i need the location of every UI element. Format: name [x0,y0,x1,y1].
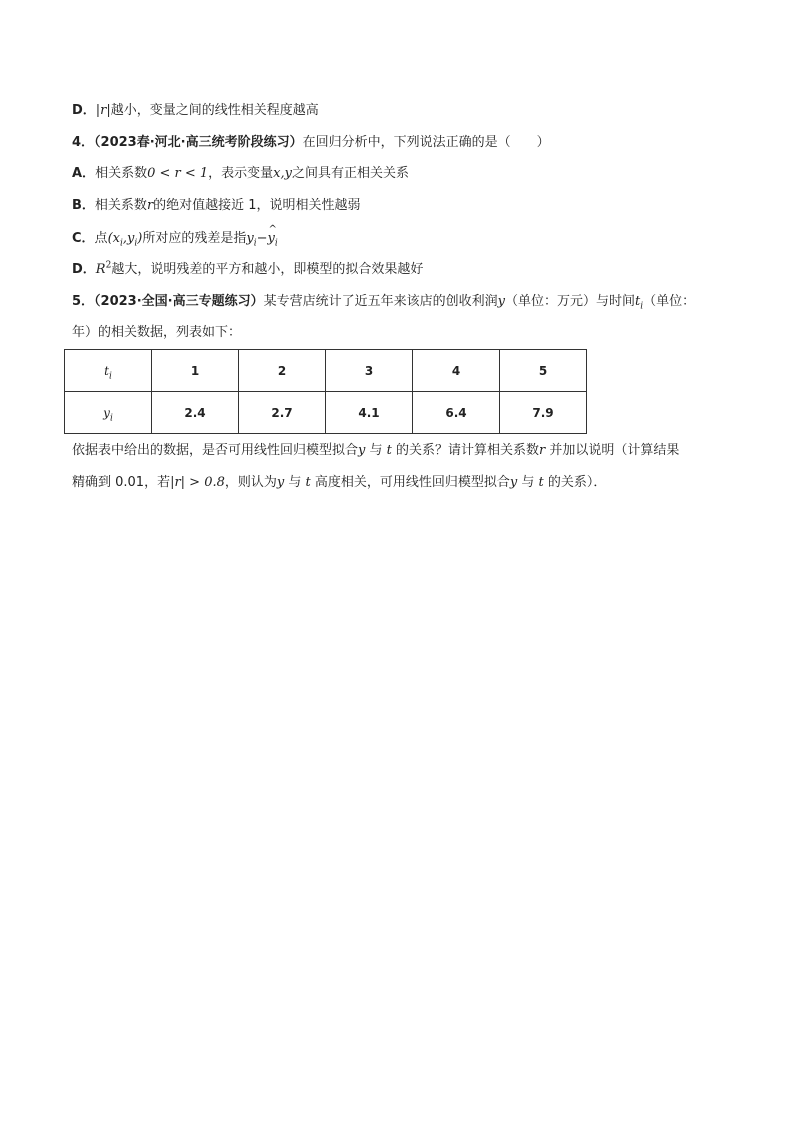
math-t: t [538,475,544,490]
option-text: 相关系数 [95,166,148,181]
option-label: D． [72,103,96,118]
table-row [65,350,587,392]
math-y: y [358,443,366,458]
math-residual [246,231,278,249]
q5-stem-line2 [72,323,241,343]
question-source: （2023·全国·高三专题练习） [94,294,264,309]
option-text: 越大，说明残差的平方和越小，即模型的拟合效果越好 [111,262,424,277]
table-cell: 3 [326,350,413,392]
question-stem: 在回归分析中，下列说法正确的是（ ） [302,135,550,150]
question-text: （单位：万元）与时间 [504,294,635,309]
math-point [107,231,143,249]
question-text: 与 [365,443,387,458]
question-text: 某专营店统计了近五年来该店的创收利润 [263,294,498,309]
math-y: y [509,475,518,490]
option-text: 的绝对值越接近 1，说明相关性越弱 [153,198,361,213]
math-sub: i [108,370,112,381]
option-label: D． [72,262,96,277]
math-vars: x,y [273,166,292,181]
option-text: 越小，变量之间的线性相关程度越高 [110,103,319,118]
question-text: 的关系？请计算相关系数 [391,443,540,458]
q4-stem [72,133,550,153]
option-text: 之间具有正相关关系 [291,166,409,181]
table-cell: 4.1 [326,392,413,434]
math-t: t [104,363,109,378]
math-t: t [305,475,311,490]
math-text: (x [107,231,120,246]
math-text: − [256,231,268,246]
question-text: 并加以说明（计算结果 [545,443,680,458]
math-text: ) [137,231,143,246]
question-text: 与 [517,475,539,490]
option-text: 点 [94,231,108,246]
math-R: R [95,262,106,277]
math-sub: i [274,238,278,249]
math-t: t [386,443,392,458]
math-t: t [635,294,641,309]
math-text: y [246,231,254,246]
q5-after-line1 [72,441,679,461]
option-text: 所对应的残差是指 [142,231,247,246]
math-text: ,y [122,231,135,246]
question-number: 4． [72,135,95,150]
q4-option-a [72,164,409,184]
math-sub: i [253,238,257,249]
option-label: B． [72,198,95,213]
table-cell: 4 [413,350,500,392]
question-text: （单位： [643,294,696,309]
table-row [65,392,587,434]
math-sub: i [109,412,113,423]
math-y: y [276,475,285,490]
math-sub: i [119,238,123,249]
option-label: C． [72,231,95,246]
math-yhat: ^ y [267,229,274,249]
math-inequality: 0 < r < 1 [147,166,209,181]
question-source: （2023春·河北·高三统考阶段练习） [94,135,303,150]
question-text: 依据表中给出的数据，是否可用线性回归模型拟合 [72,443,359,458]
question-text: 精确到 0.01，若 [72,475,171,490]
math-sup: 2 [105,260,112,271]
table-cell: 1 [152,350,239,392]
table-cell: 2.4 [152,392,239,434]
table-cell: 2.7 [239,392,326,434]
q4-option-c [72,229,278,249]
question-text: 年）的相关数据，列表如下： [72,325,242,340]
math-abs-r: |r| > 0.8 [170,475,225,490]
option-label: A． [72,166,96,181]
question-text: 与 [284,475,306,490]
question-text: ，则认为 [224,475,277,490]
math-r: r [539,443,546,458]
question-text: 高度相关，可用线性回归模型拟合 [310,475,510,490]
table-cell: 6.4 [413,392,500,434]
q5-after-line2 [72,473,606,493]
table-cell: 5 [500,350,587,392]
option-text: ，表示变量 [208,166,274,181]
math-y: y [103,405,110,420]
math-abs-r: |r| [95,103,111,118]
q5-stem-line1 [72,292,695,312]
math-y: y [497,294,505,309]
table-header-cell [65,392,152,434]
question-text: 的关系）． [543,475,607,490]
table-header-cell [65,350,152,392]
math-r: r [146,198,154,213]
q4-option-b [72,196,361,216]
question-number: 5． [72,294,95,309]
data-table [64,349,587,434]
math-sub: i [134,238,138,249]
option-text: 相关系数 [94,198,147,213]
math-sub: i [640,301,644,312]
q4-option-d [72,260,423,280]
table-cell: 2 [239,350,326,392]
q3-option-d [72,101,319,121]
table-cell: 7.9 [500,392,587,434]
